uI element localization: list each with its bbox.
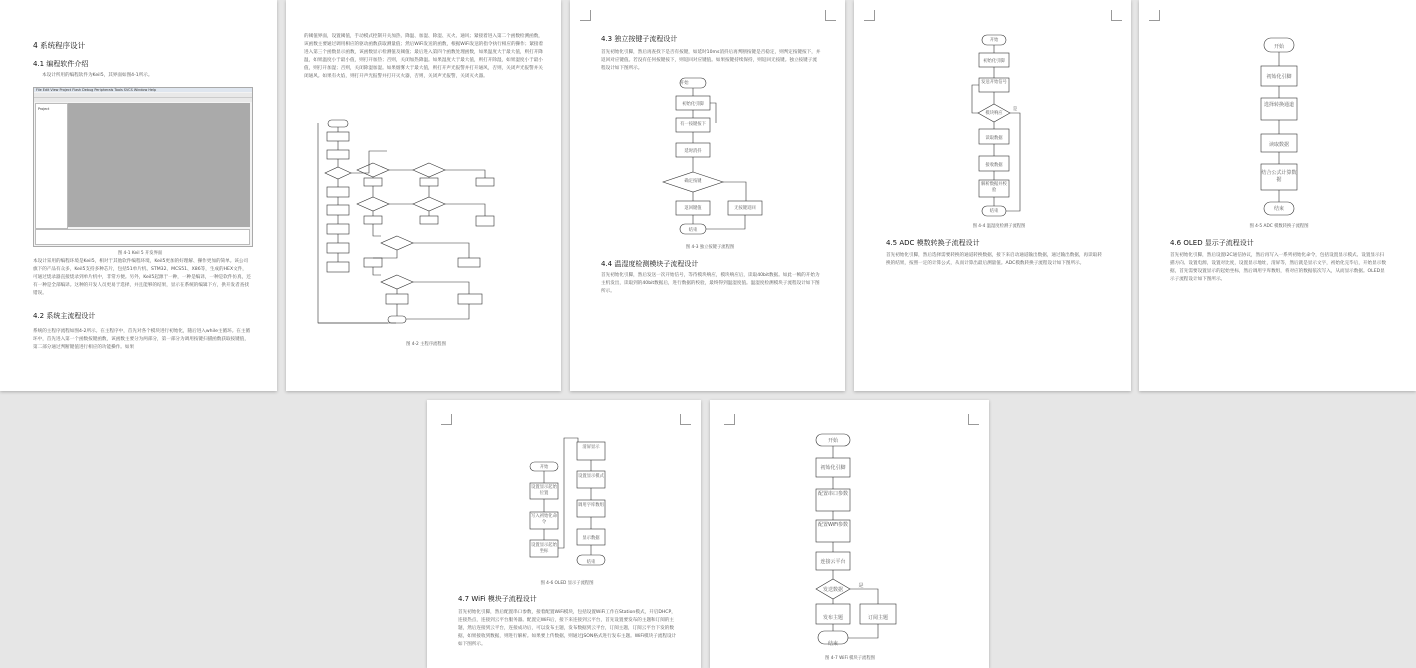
crop-mark bbox=[1149, 10, 1160, 21]
caption-4-2: 图 4-2 主程序流程图 bbox=[406, 342, 446, 347]
main-flowchart bbox=[316, 118, 531, 330]
flow-read: 读取数据 bbox=[1268, 142, 1289, 148]
flow-calc: 结合公式计算数据 bbox=[1261, 170, 1297, 183]
crop-mark bbox=[580, 10, 591, 21]
paragraph-4-6: 首先初始化引脚，然后设置I2C通信协议，然后再写入一系列初始化命令，包括设置显示模式、设置显示扫描方向、设置电源，设置对比度，设置显示地址，清屏等，然后就是显示文字，初始化完毕后，开始显示数据，首先需要设置显示的起始坐标，然后调用字库数组，将对应的数据依次写入，从而显示数据。OLED显示子流程设计如下图所示。 bbox=[1170, 253, 1386, 283]
flow-font: 调用字库数组 bbox=[578, 503, 604, 508]
heading-4-3: 4.3 独立按键子流程设计 bbox=[601, 35, 678, 43]
crop-mark bbox=[441, 414, 452, 425]
flow-end: 结束 bbox=[827, 641, 838, 647]
paragraph-4-2-cont: 的阈值界面，设置阈值，手动模式控制开关加热、降温、加湿、除湿、灭火、通风；紧接着进入第二个函数检测函数，该函数主要通过调用相应的驱动函数获取测量值；然后WiFi发送的函数，根据WiFi发送的指令执行相应的操作；紧接着进入第三个函数显示函数，该函数显示检测值及阈值；最后进入第四个函数处理函数，如果温度大于最大值，则打开降温，如果温度小于最小值，则打开加热；否则，关闭加热降温。如果湿度大于最大值，则打开除湿，如果湿度小于最小值，则打开加湿；否则，关闭除湿加湿。如果烟雾大于最大值，则打开声光报警并打开通风，否则，关闭声光报警并关闭通风。如果有火焰，则打开声光报警并打开灭火器，否则，关闭声光报警，关闭灭火器。 bbox=[304, 34, 544, 80]
caption-4-3: 图 4-3 独立按键子流程图 bbox=[685, 245, 735, 250]
paragraph-4-2: 系统的主程序流程如图4-2所示。在主程序中，首先对各个模块进行初始化，随后进入while主循环。在主循环中，首先进入第一个函数按键函数，该函数主要分为两部分，第一部分为调用按键扫描函数获取按键值，第二部分通过判断键值进行相应的功能操作。如果 bbox=[33, 329, 251, 351]
project-tree-label: Project bbox=[38, 107, 50, 111]
flow-start: 开始 bbox=[1273, 44, 1284, 50]
flow-delay: 延时消抖 bbox=[684, 149, 702, 154]
crop-mark bbox=[680, 414, 691, 425]
flow-init: 初始化引脚 bbox=[682, 102, 704, 107]
flow-show: 显示数据 bbox=[582, 536, 600, 541]
screenshot-editor bbox=[68, 103, 250, 227]
flow-return: 返回键值 bbox=[684, 206, 702, 211]
heading-4: 4 系统程序设计 bbox=[33, 41, 86, 50]
page-1 bbox=[0, 0, 277, 391]
flow-calc: 解析数据并校验 bbox=[981, 182, 1007, 193]
flow-subscribe: 订阅主题 bbox=[867, 615, 888, 621]
caption-4-4: 图 4-4 温湿度检测子流程图 bbox=[972, 224, 1026, 229]
flow-response: 模块响应 bbox=[985, 111, 1003, 116]
screenshot-menu: File Edit View Project Flash Debug Peripherals Tools SVCS Window Help bbox=[36, 88, 157, 92]
crop-mark bbox=[825, 10, 836, 21]
heading-4-7: 4.7 WiFi 模块子流程设计 bbox=[458, 595, 537, 603]
heading-4-2: 4.2 系统主流程设计 bbox=[33, 312, 96, 320]
flow-send: 发送开始信号 bbox=[981, 80, 1007, 85]
flow-init: 初始化引脚 bbox=[983, 59, 1005, 64]
flow-press: 有一按键按下 bbox=[680, 122, 706, 127]
crop-mark bbox=[968, 414, 979, 425]
paragraph-4-7: 首先初始化引脚，然后配置串口参数，接着配置WiFi模块，包括设置WiFi工作在Station模式，开启DHCP，连接热点，连接到云平台服务器。配置完WiFi后，接下来连接到云平台，首先设置要发布的主题和订阅的主题，然后连接到云平台，连接成功后，可以发布主题，发布数据到云平台，订阅主题，订阅云平台下发的数据，如果接收到数据，则进行解析。如果要上传数据，则通过JSON格式进行发布主题。WiFi模块子流程设计如下图所示。 bbox=[458, 610, 677, 648]
paragraph-4-1b: 本设计采用的编程环境是Keil5，相对于其他软件编程环境，Keil5更加的好理解、操作更加的简单。该公司旗下的产品有众多，Keil5支持多种芯片，包括51单片机、STM32、MCS51、X86等，生成的HEX文件，可通过烧录器直接烧录到单片机中，非常方便。另外，Keil5起源于一种，一种是编译，一种是软件仿真，还有一种是全部编译。这种的开发人员更易于选择，并且能够的结果，显示在系统的编辑下方，供开发者查找错误。 bbox=[33, 259, 251, 297]
paragraph-4-1a: 本设计所用的编程软件为Keil5，其界面如图4-1所示。 bbox=[42, 73, 153, 78]
caption-4-5: 图 4-5 ADC 模数转换子流程图 bbox=[1249, 224, 1309, 229]
flow-clear: 清屏显示 bbox=[582, 445, 600, 450]
flow-end: 结束 bbox=[1273, 206, 1284, 212]
flow-start: 开始 bbox=[989, 38, 999, 43]
heading-4-6: 4.6 OLED 显示子流程设计 bbox=[1170, 239, 1254, 247]
screenshot-project-panel bbox=[35, 103, 68, 229]
flow-wifi: 配置WiFi参数 bbox=[817, 522, 849, 528]
caption-4-1: 图 4-1 Keil 5 开发界面 bbox=[117, 251, 163, 256]
flow-check: 接收数据 bbox=[985, 163, 1003, 168]
crop-mark bbox=[724, 414, 735, 425]
paragraph-4-3: 首先初始化引脚，然后再查找下是否有按键，如延时10ms消抖后再判断按键是否稳定，则判定按键按下，并返回对应键值。若没有任何按键按下，则返回对应键值。如果按键持续保持，则返回无按键。独立按键子流程设计如下图所示。 bbox=[601, 50, 821, 72]
crop-mark bbox=[864, 10, 875, 21]
flow-confirm: 确定按键 bbox=[684, 179, 702, 184]
heading-4-1: 4.1 编程软件介绍 bbox=[33, 60, 89, 68]
page-4 bbox=[854, 0, 1131, 391]
flow-set: 设置显示起始坐标 bbox=[531, 543, 557, 554]
flow-yes: 是 bbox=[1012, 107, 1018, 112]
flow-nokey: 无按键返回 bbox=[734, 206, 756, 211]
flow-end: 结束 bbox=[989, 209, 999, 214]
flow-init: 设置显示起始位置 bbox=[531, 485, 557, 496]
flow-write: 写入初始化命令 bbox=[531, 514, 557, 525]
flow-init: 初始化引脚 bbox=[1266, 74, 1292, 80]
flow-mode: 设置显示模式 bbox=[578, 474, 604, 479]
heading-4-4: 4.4 温湿度检测模块子流程设计 bbox=[601, 260, 699, 268]
caption-4-7: 图 4-7 WiFi 模块子流程图 bbox=[825, 656, 875, 661]
adc-flowchart bbox=[1249, 36, 1309, 218]
page-5 bbox=[1139, 0, 1416, 391]
flow-select: 选择转换通道 bbox=[1263, 102, 1294, 108]
screenshot-output bbox=[35, 229, 250, 245]
paragraph-4-5: 首先初始化引脚，然后选择需要转换的通道转换数据，接下来启动通道输出数据，通过输出数据，再读取转换的结果，按照一定的计算公式，从而计算出最后测量值。ADC模数转换子流程设计如下图所示。 bbox=[886, 253, 1102, 267]
flow-publish: 发布主题 bbox=[822, 615, 843, 621]
flow-start: 开始 bbox=[680, 81, 689, 86]
flow-read: 读取数据 bbox=[985, 136, 1003, 141]
caption-4-6: 图 4-6 OLED 显示子流程图 bbox=[540, 581, 594, 586]
page-7 bbox=[710, 400, 989, 668]
page-2 bbox=[286, 0, 561, 391]
paragraph-4-4: 首先初始化引脚，然后发送一次开始信号，等待模块响应，模块响应后，读取40bit数据。如此一帧的开始为主机发出，读取到的40bit数据后，进行数据的校验，最终得到温湿度值。温湿度检测模块子流程设计如下图所示。 bbox=[601, 273, 820, 295]
page-6 bbox=[427, 400, 701, 668]
flow-init: 初始化引脚 bbox=[820, 465, 846, 471]
flow-end: 结束 bbox=[586, 560, 596, 565]
heading-4-5: 4.5 ADC 模数转换子流程设计 bbox=[886, 239, 980, 247]
flow-send-data: 发送数据 bbox=[822, 587, 843, 593]
flow-uart: 配置串口参数 bbox=[817, 491, 848, 497]
flow-yes: 是 bbox=[858, 583, 864, 589]
crop-mark bbox=[1111, 10, 1122, 21]
flow-end: 结束 bbox=[688, 228, 698, 233]
flow-start: 开始 bbox=[827, 438, 838, 444]
flow-cloud: 连接云平台 bbox=[820, 559, 846, 565]
keil-screenshot bbox=[33, 87, 253, 247]
page-3 bbox=[570, 0, 845, 391]
flow-start: 开始 bbox=[539, 465, 549, 470]
